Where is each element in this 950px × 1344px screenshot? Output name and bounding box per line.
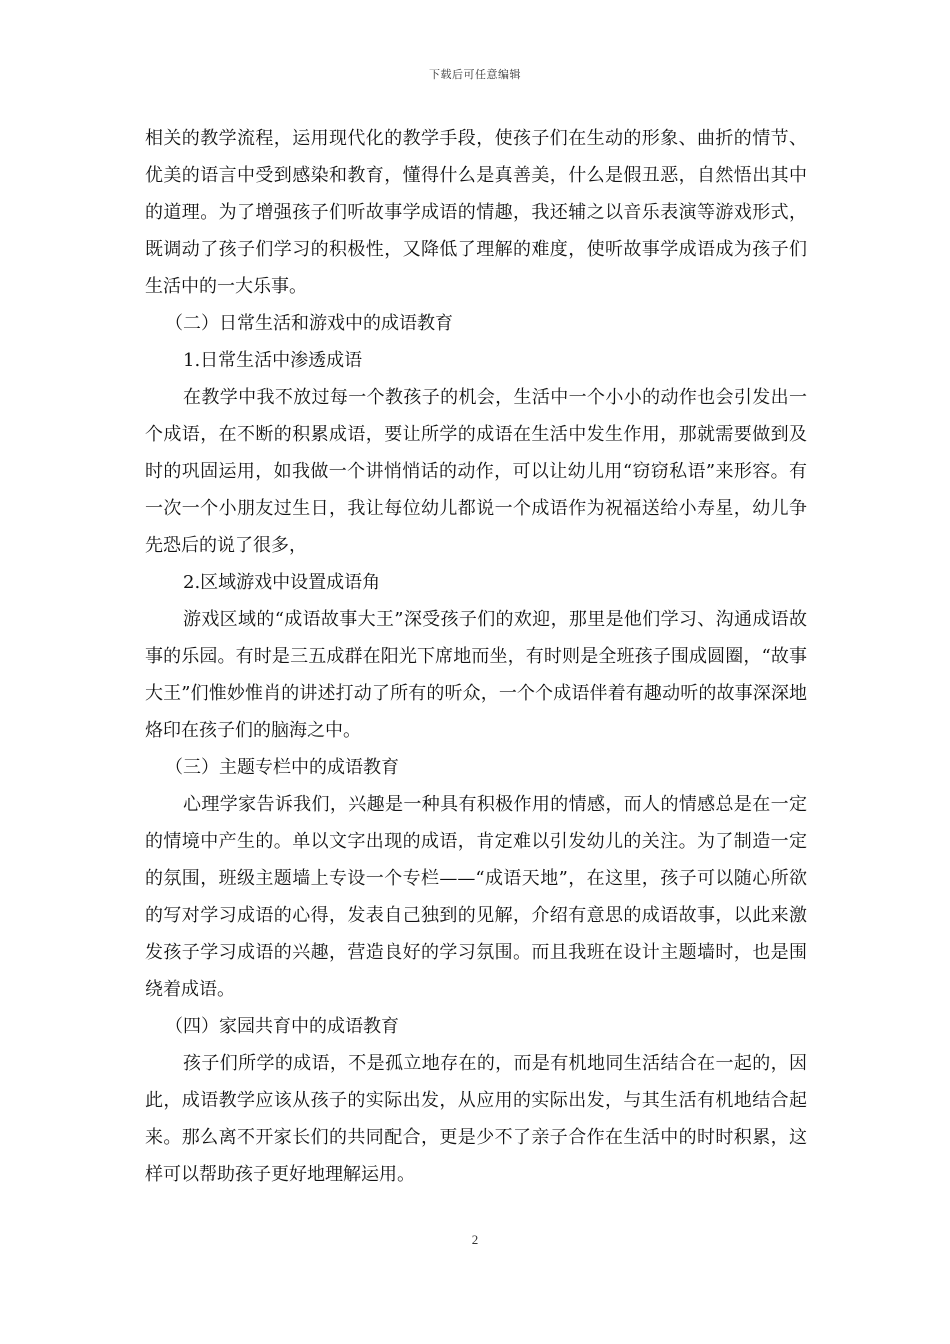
subheading-daily-life: 1.日常生活中渗透成语 <box>183 350 363 371</box>
paragraph-theme-column: 心理学家告诉我们，兴趣是一种具有积极作用的情感，而人的情感总是在一定的情境中产生的。单以文字出现的成语，肯定难以引发幼儿的关注。为了制造一定的氛围，班级主题墙上专设一个专栏——“成语天地”，在这里，孩子可以随心所欲的写对学习成语的心得，发表自己独到的见解，介绍有意思的成语故事，以此来激发孩子学习成语的兴趣，营造良好的学习氛围。而且我班在设计主题墙时，也是围绕着成语。 <box>145 794 807 1000</box>
paragraph-home-school: 孩子们所学的成语，不是孤立地存在的，而是有机地同生活结合在一起的，因此，成语教学应该从孩子的实际出发，从应用的实际出发，与其生活有机地结合起来。那么离不开家长们的共同配合，更是少不了亲子合作在生活中的时时积累，这样可以帮助孩子更好地理解运用。 <box>145 1053 807 1185</box>
subheading-area-games: 2.区域游戏中设置成语角 <box>183 572 381 593</box>
section-heading-daily-life-games: （二）日常生活和游戏中的成语教育 <box>165 313 453 334</box>
paragraph-story-teaching: 相关的教学流程，运用现代化的教学手段，使孩子们在生动的形象、曲折的情节、优美的语言中受到感染和教育，懂得什么是真善美，什么是假丑恶，自然悟出其中的道理。为了增强孩子们听故事学成语的情趣，我还辅之以音乐表演等游戏形式，既调动了孩子们学习的积极性，又降低了理解的难度，使听故事学成语成为孩子们生活中的一大乐事。 <box>145 128 807 297</box>
paragraph-area-games: 游戏区域的“成语故事大王”深受孩子们的欢迎，那里是他们学习、沟通成语故事的乐园。有时是三五成群在阳光下席地而坐，有时则是全班孩子围成圆圈，“故事大王”们惟妙惟肖的讲述打动了所有的听众，一个个成语伴着有趣动听的故事深深地烙印在孩子们的脑海之中。 <box>145 609 807 741</box>
section-heading-theme-column: （三）主题专栏中的成语教育 <box>165 757 399 778</box>
paragraph-daily-life: 在教学中我不放过每一个教孩子的机会，生活中一个小小的动作也会引发出一个成语，在不断的积累成语，要让所学的成语在生活中发生作用，那就需要做到及时的巩固运用，如我做一个讲悄悄话的动作，可以让幼儿用“窃窃私语”来形容。有一次一个小朋友过生日，我让每位幼儿都说一个成语作为祝福送给小寿星，幼儿争先恐后的说了很多， <box>145 387 807 556</box>
section-heading-home-school: （四）家园共育中的成语教育 <box>165 1016 399 1037</box>
page-number: 2 <box>471 1232 479 1247</box>
page-header: 下载后可任意编辑 <box>429 68 521 81</box>
document-body <box>145 120 807 1193</box>
